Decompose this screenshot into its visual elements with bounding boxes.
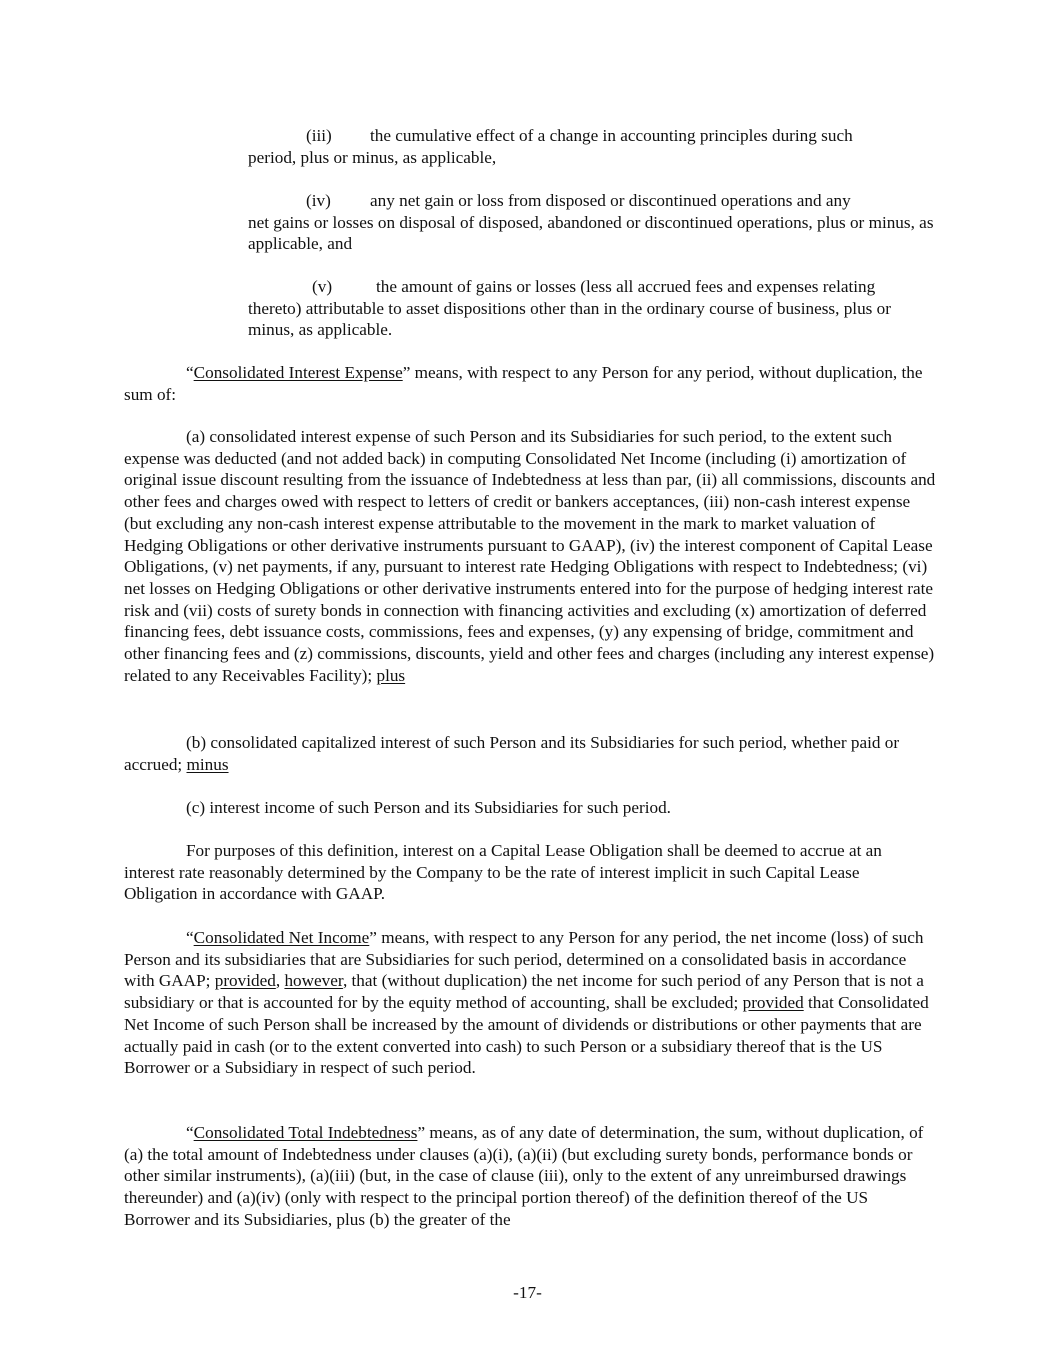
open-quote: “ bbox=[186, 363, 194, 382]
provided-term: provided bbox=[214, 971, 276, 991]
paragraph-text: For purposes of this definition, interest on a Capital Lease Obligation shall be deemed to accrue at an interest rate reasonably determined by the Company to be the rate of interest implicit in such Capital Lease Obligation in accordance with GAAP. bbox=[124, 841, 882, 904]
definition-text: ” means, with respect to any Person for any period, the net income (loss) of such Person and its subsidiaries that are Subsidiaries for such period, determined on a consolidated basis in accordance with GAAP; bbox=[124, 928, 924, 991]
clause-b bbox=[124, 732, 936, 775]
page-number: -17- bbox=[513, 1283, 542, 1302]
clause-text: (a) consolidated interest expense of such Person and its Subsidiaries for such period, to the extent such expense was deducted (and not added back) in computing Consolidated Net Income (including (i) amortization of original issue discount resulting from the issuance of Indebtedness at less than par, (ii) all commissions, discounts and other fees and charges owed with respect to letters of credit or bankers acceptances, (iii) non-cash interest expense (but excluding any non-cash interest expense attributable to the movement in the mark to market valuation of Hedging Obligations or other derivative instruments pursuant to GAAP), (iv) the interest component of Capital Lease Obligations, (v) net payments, if any, pursuant to interest rate Hedging Obligations with respect to Indebtedness; (vi) net losses on Hedging Obligations or other derivative instruments entered into for the purpose of hedging interest rate risk and (vii) costs of surety bonds in connection with financing activities and excluding (x) amortization of deferred financing fees, debt issuance costs, commissions, fees and expenses, (y) any expensing of bridge, commitment and other financing fees and (z) commissions, discounts, yield and other fees and charges (including any interest expense) related to any Receivables Facility); bbox=[124, 427, 936, 685]
subclause-text: the cumulative effect of a change in accounting principles during such bbox=[370, 126, 853, 145]
definition-consolidated-interest-expense bbox=[124, 362, 936, 405]
paragraph-purposes bbox=[124, 840, 936, 905]
however-term: however bbox=[284, 971, 343, 991]
subclause-text: any net gain or loss from disposed or discontinued operations and any bbox=[370, 191, 851, 210]
subclause-text: the amount of gains or losses (less all accrued fees and expenses relating bbox=[376, 277, 876, 296]
provided-term: provided bbox=[742, 993, 804, 1013]
subclause-iv bbox=[248, 190, 938, 255]
clause-text: (b) consolidated capitalized interest of such Person and its Subsidiaries for such period, whether paid or accrued; bbox=[124, 733, 900, 774]
connector-minus: minus bbox=[186, 754, 229, 774]
subclause-iii bbox=[248, 125, 938, 168]
definition-text: ” means, as of any date of determination, the sum, without duplication, of (a) the total amount of Indebtedness under clauses (a)(i), (a)(ii) (but excluding surety bonds, performance bonds or other similar instruments), (a)(iii) (but, in the case of clause (iii), only to the extent of any unreimbursed drawings thereunder) and (a)(iv) (only with respect to the principal portion thereof) of the definition thereof of the US Borrower and its Subsidiaries, plus (b) the greater of the bbox=[124, 1123, 924, 1229]
definition-text: ” means, with respect to any Person for any period, without duplication, the sum of: bbox=[124, 363, 923, 404]
clause-a bbox=[124, 426, 936, 686]
subclause-v bbox=[248, 276, 938, 341]
definition-consolidated-net-income bbox=[124, 927, 936, 1079]
comma: , bbox=[275, 971, 285, 991]
defined-term: Consolidated Total Indebtedness bbox=[193, 1123, 418, 1142]
definition-consolidated-total-indebtedness bbox=[124, 1122, 936, 1231]
clause-c bbox=[124, 797, 936, 819]
definition-text: , that (without duplication) the net income for such period of any Person that is not a subsidiary or that is accounted for by the equity method of accounting, shall be excluded; bbox=[124, 971, 924, 1013]
definition-text: that Consolidated Net Income of such Person shall be increased by the amount of dividends or distributions or other payments that are actually paid in cash (or to the extent converted into cash) to such Person or a subsidiary thereof that is the US Borrower or a Subsidiary in respect of such period. bbox=[124, 993, 929, 1078]
subclause-text-cont: thereto) attributable to asset dispositions other than in the ordinary course of business, plus or minus, as applicable. bbox=[248, 298, 891, 340]
subclause-text-cont: net gains or losses on disposal of disposed, abandoned or discontinued operations, plus or minus, as applicable, and bbox=[248, 212, 934, 254]
connector-plus: plus bbox=[376, 665, 406, 685]
open-quote: “ bbox=[186, 1123, 194, 1142]
defined-term: Consolidated Interest Expense bbox=[193, 363, 403, 382]
subclause-text-cont: period, plus or minus, as applicable, bbox=[248, 147, 497, 167]
open-quote: “ bbox=[186, 928, 194, 947]
defined-term: Consolidated Net Income bbox=[193, 928, 370, 947]
clause-text: (c) interest income of such Person and its Subsidiaries for such period. bbox=[186, 798, 671, 817]
subclause-number: (iv) bbox=[306, 191, 331, 210]
subclause-number: (v) bbox=[312, 277, 333, 296]
subclause-number: (iii) bbox=[306, 126, 332, 145]
